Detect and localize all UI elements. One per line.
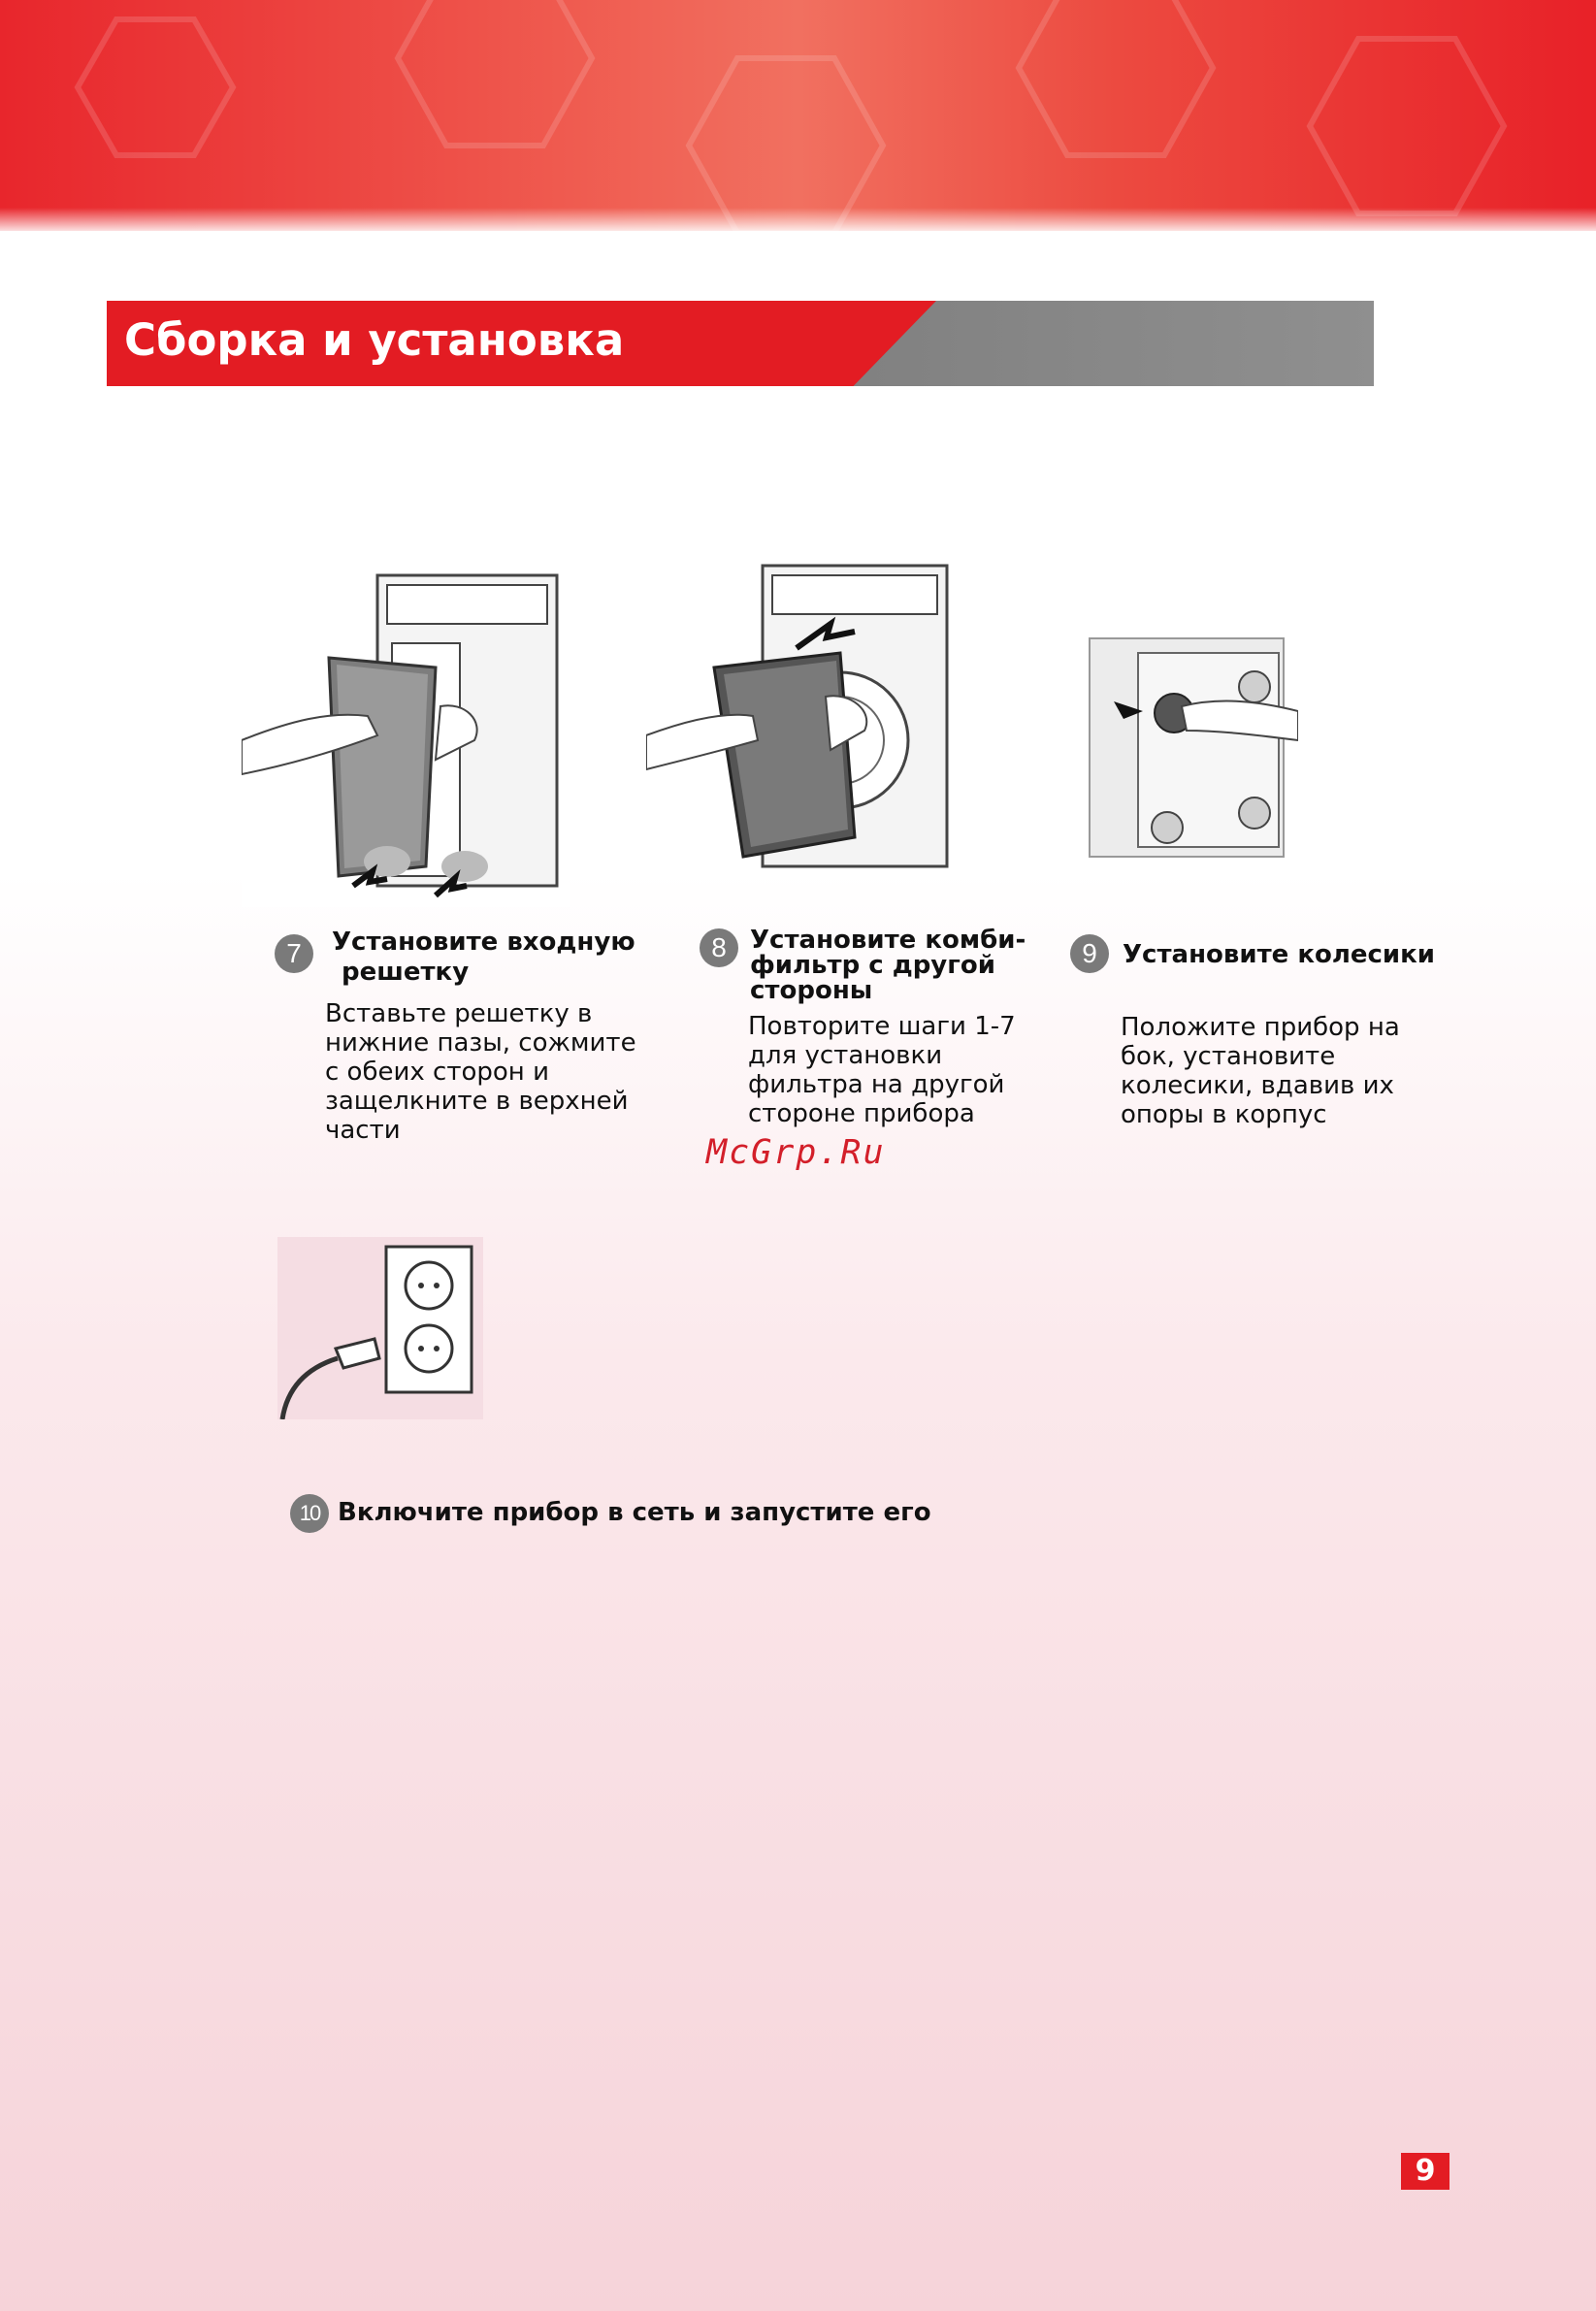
step-7-title-line1: Установите входную: [332, 928, 635, 957]
wheels-install-illustration: [1085, 634, 1298, 862]
step-7-text-line: нижние пазы, сожмите: [325, 1028, 636, 1058]
step-9-text-line: бок, установите: [1121, 1042, 1336, 1071]
step-9-number-badge: 9: [1070, 934, 1109, 973]
step-7-number-badge: 7: [275, 934, 313, 973]
step-8-title-line1: Установите комби-: [750, 926, 1026, 955]
step-9-text-line: опоры в корпус: [1121, 1100, 1327, 1129]
step-8-text-line: Повторите шаги 1-7: [748, 1012, 1016, 1041]
step-7-text-line: с обеих сторон и: [325, 1058, 549, 1087]
step-8-text-line: фильтра на другой: [748, 1070, 1005, 1099]
step-9-text-line: Положите прибор на: [1121, 1013, 1400, 1042]
step-9-title: Установите колесики: [1123, 940, 1436, 969]
step-10-title: Включите прибор в сеть и запустите его: [338, 1498, 931, 1527]
header-band: [0, 0, 1596, 231]
step-8-number-badge: 8: [700, 928, 738, 967]
step-7-title-line2: решетку: [342, 958, 470, 987]
step-10-number-badge: 10: [290, 1494, 329, 1533]
section-title-bar: [107, 301, 1374, 386]
step-7-text-line: Вставьте решетку в: [325, 999, 593, 1028]
step-7-text-line: части: [325, 1116, 401, 1145]
watermark: McGrp.Ru: [706, 1133, 886, 1172]
power-outlet-plug-illustration: [277, 1237, 483, 1419]
filter-grille-install-illustration: [242, 556, 570, 907]
step-9-text-line: колесики, вдавив их: [1121, 1071, 1394, 1100]
step-8-title-line2: фильтр с другой: [750, 951, 995, 980]
combi-filter-install-illustration: [646, 556, 957, 876]
step-8-title-line3: стороны: [750, 976, 873, 1005]
step-8-text-line: стороне прибора: [748, 1099, 975, 1128]
hexagon-pattern: [0, 0, 1596, 231]
page-number: 9: [1401, 2153, 1449, 2190]
page-title: Сборка и установка: [124, 314, 625, 366]
step-7-text-line: защелкните в верхней: [325, 1087, 629, 1116]
step-8-text-line: для установки: [748, 1041, 943, 1070]
